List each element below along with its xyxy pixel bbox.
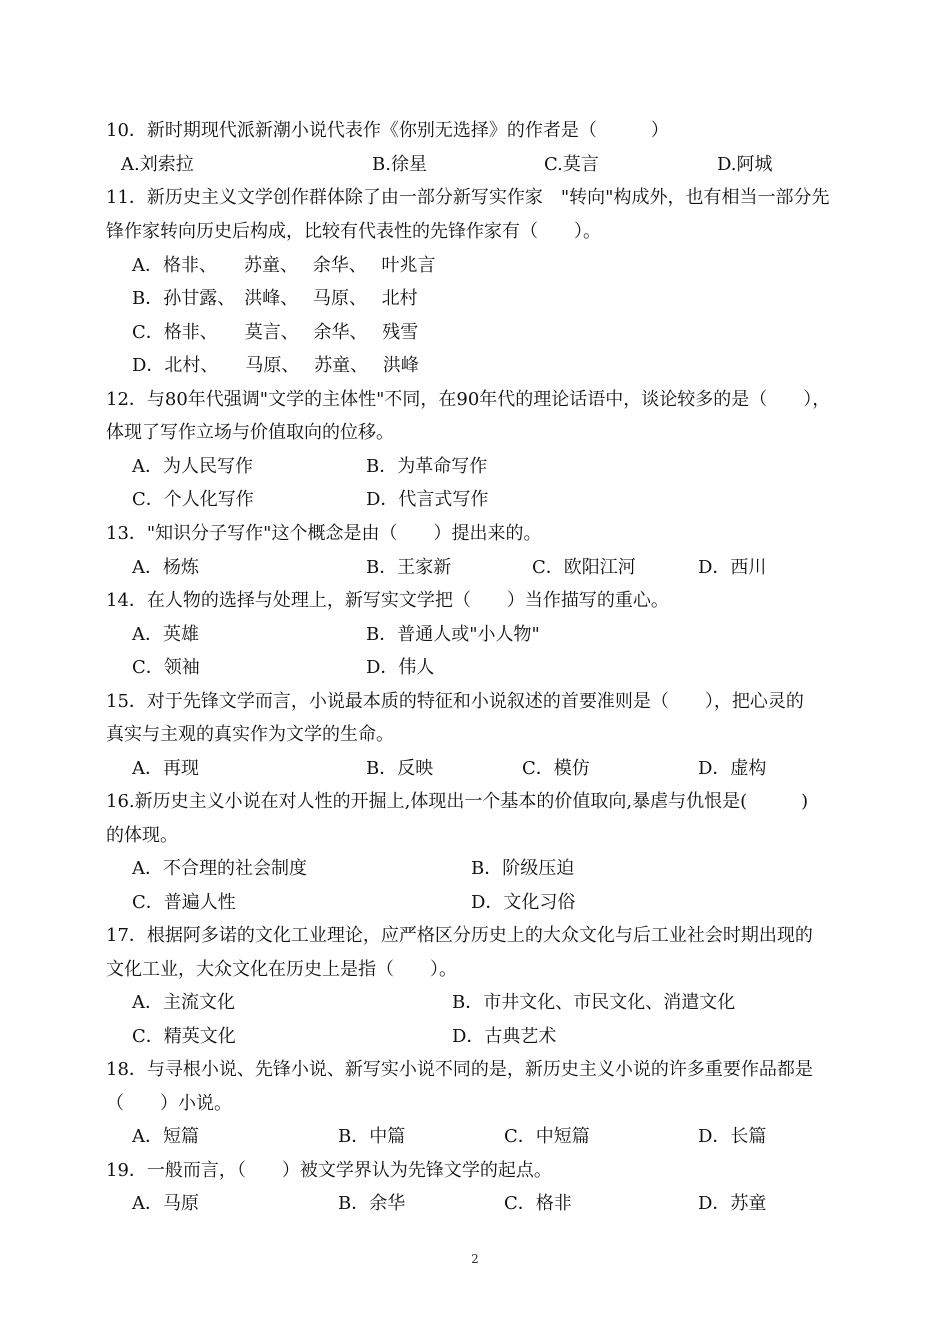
question-18-option-a: A．短篇 xyxy=(132,1126,199,1147)
question-11-option-c: C．格非、 莫言、 余华、 残雪 xyxy=(132,322,419,343)
question-15-option-c: C．模仿 xyxy=(522,758,590,779)
page-number: 2 xyxy=(471,1252,479,1266)
question-15-text-line1: 15．对于先锋文学而言，小说最本质的特征和小说叙述的首要准则是（ ），把心灵的 xyxy=(106,691,804,712)
question-16-text-line2: 的体现。 xyxy=(106,825,178,846)
question-15-option-d: D．虚构 xyxy=(698,758,767,779)
question-18-option-b: B．中篇 xyxy=(338,1126,406,1147)
question-11-text-line2: 锋作家转向历史后构成，比较有代表性的先锋作家有（ ）。 xyxy=(106,221,601,242)
question-19-option-a: A．马原 xyxy=(132,1193,199,1214)
question-14-option-d: D．伟人 xyxy=(366,657,435,678)
question-11-option-b: B．孙甘露、 洪峰、 马原、 北村 xyxy=(132,288,418,309)
question-17-option-c: C．精英文化 xyxy=(132,1026,236,1047)
question-13-option-a: A．杨炼 xyxy=(132,557,199,578)
question-14-option-a: A．英雄 xyxy=(132,624,199,645)
question-10-option-b: B.徐星 xyxy=(372,154,427,175)
question-19-option-b: B．余华 xyxy=(338,1193,406,1214)
question-12-option-a: A．为人民写作 xyxy=(132,456,253,477)
question-17-option-d: D．古典艺术 xyxy=(452,1026,557,1047)
question-18-option-c: C．中短篇 xyxy=(504,1126,590,1147)
question-11-option-d: D．北村、 马原、 苏童、 洪峰 xyxy=(132,355,419,376)
question-12-text-line2: 体现了写作立场与价值取向的位移。 xyxy=(106,422,394,443)
question-10-option-c: C.莫言 xyxy=(544,154,599,175)
question-13-text: 13．"知识分子写作"这个概念是由（ ）提出来的。 xyxy=(106,523,542,544)
question-14-option-c: C．领袖 xyxy=(132,657,200,678)
question-18-text-line2: （ ）小说。 xyxy=(106,1093,232,1114)
question-10-option-d: D.阿城 xyxy=(717,154,773,175)
question-17-text-line1: 17．根据阿多诺的文化工业理论，应严格区分历史上的大众文化与后工业社会时期出现的 xyxy=(106,925,813,946)
question-10-text: 10．新时期现代派新潮小说代表作《你别无选择》的作者是（ ） xyxy=(106,120,669,141)
question-17-option-a: A．主流文化 xyxy=(132,992,235,1013)
question-17-option-b: B．市井文化、市民文化、消遣文化 xyxy=(452,992,736,1013)
question-12-option-c: C．个人化写作 xyxy=(132,489,254,510)
question-12-text-line1: 12．与80年代强调"文学的主体性"不同，在90年代的理论话语中，谈论较多的是（ ）， xyxy=(106,389,831,410)
question-10-option-a: A.刘索拉 xyxy=(121,154,194,175)
question-16-option-b: B．阶级压迫 xyxy=(471,858,575,879)
question-15-option-a: A．再现 xyxy=(132,758,199,779)
question-13-option-d: D．西川 xyxy=(698,557,767,578)
question-19-option-d: D．苏童 xyxy=(698,1193,767,1214)
question-14-text: 14．在人物的选择与处理上，新写实文学把（ ）当作描写的重心。 xyxy=(106,590,669,611)
question-16-option-d: D．文化习俗 xyxy=(471,892,576,913)
question-19-option-c: C．格非 xyxy=(504,1193,572,1214)
question-15-text-line2: 真实与主观的真实作为文学的生命。 xyxy=(106,724,394,745)
question-11-option-a: A．格非、 苏童、 余华、 叶兆言 xyxy=(132,255,436,276)
question-15-option-b: B．反映 xyxy=(366,758,434,779)
question-18-option-d: D．长篇 xyxy=(698,1126,767,1147)
question-19-text: 19．一般而言，（ ）被文学界认为先锋文学的起点。 xyxy=(106,1160,552,1181)
question-16-option-c: C．普遍人性 xyxy=(132,892,236,913)
question-12-option-b: B．为革命写作 xyxy=(366,456,488,477)
question-16-text-line1: 16.新历史主义小说在对人性的开掘上,体现出一个基本的价值取向,暴虐与仇恨是( ) xyxy=(106,791,809,812)
question-18-text-line1: 18．与寻根小说、先锋小说、新写实小说不同的是，新历史主义小说的许多重要作品都是 xyxy=(106,1059,813,1080)
question-16-option-a: A．不合理的社会制度 xyxy=(132,858,307,879)
question-13-option-c: C．欧阳江河 xyxy=(532,557,636,578)
question-14-option-b: B．普通人或"小人物" xyxy=(366,624,540,645)
question-12-option-d: D．代言式写作 xyxy=(366,489,489,510)
question-11-text-line1: 11．新历史主义文学创作群体除了由一部分新写实作家 "转向"构成外，也有相当一部分先 xyxy=(106,187,830,208)
question-13-option-b: B．王家新 xyxy=(366,557,452,578)
question-17-text-line2: 文化工业，大众文化在历史上是指（ ）。 xyxy=(106,959,457,980)
